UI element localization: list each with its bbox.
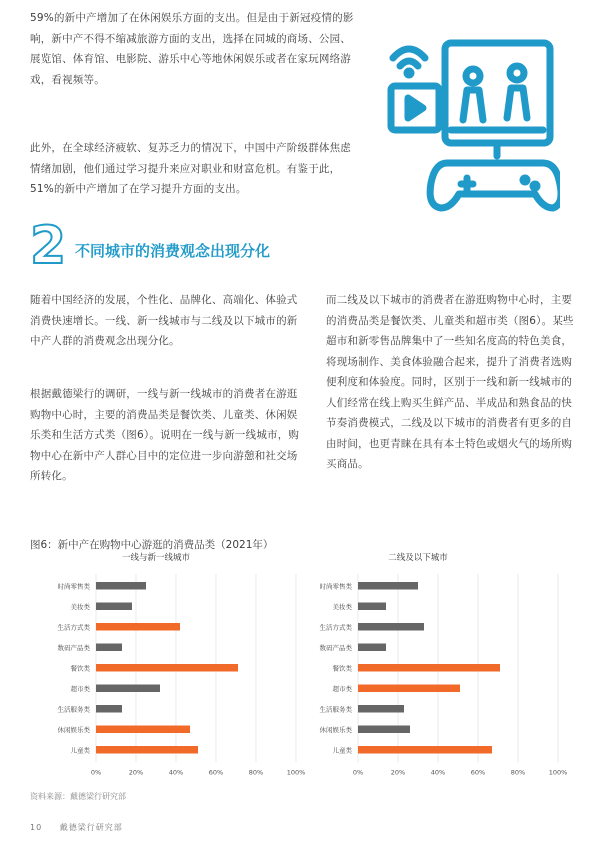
bar — [358, 705, 404, 713]
category-label: 休闲娱乐类 — [319, 725, 352, 734]
chart-second-tier-cities — [290, 546, 570, 786]
bar — [358, 644, 386, 652]
x-tick-label: 60% — [470, 768, 486, 777]
category-label: 生活服务类 — [319, 705, 352, 714]
category-label: 休闲娱乐类 — [57, 725, 90, 734]
section-number: 2 — [30, 216, 67, 276]
bar — [358, 623, 424, 631]
x-tick-label: 60% — [208, 768, 224, 777]
x-tick-label: 0% — [90, 768, 102, 777]
bar — [358, 603, 386, 611]
category-label: 儿童类 — [70, 746, 90, 755]
category-label: 美妆类 — [70, 602, 90, 611]
x-tick-label: 100% — [286, 768, 306, 777]
category-label: 生活服务类 — [57, 705, 90, 714]
category-label: 数码产品类 — [57, 643, 90, 652]
bar — [96, 705, 122, 713]
bar — [96, 664, 238, 672]
chart-first-tier-cities — [28, 546, 308, 786]
category-label: 超市类 — [70, 684, 90, 693]
body-left-paragraph-1: 随着中国经济的发展，个性化、品牌化、高端化、体验式消费快速增长。一线、新一线城市与二线及以下城市的新中产人群的消费观念出现分化。 — [30, 294, 298, 347]
category-label: 美妆类 — [332, 602, 352, 611]
bar — [358, 746, 492, 754]
chart-title: 二线及以下城市 — [388, 553, 448, 563]
bar — [96, 746, 198, 754]
bar — [96, 603, 132, 611]
bar — [96, 623, 180, 631]
bar — [96, 685, 160, 693]
page-footer — [30, 822, 123, 833]
section-heading — [30, 216, 430, 276]
category-label: 儿童类 — [332, 746, 352, 755]
x-tick-label: 80% — [248, 768, 264, 777]
category-label: 餐饮类 — [70, 664, 90, 673]
x-tick-label: 100% — [548, 768, 568, 777]
x-tick-label: 80% — [510, 768, 526, 777]
tv-gamepad-icon — [385, 28, 560, 213]
bar — [96, 644, 122, 652]
footer-org: 戴德梁行研究部 — [59, 823, 123, 832]
bar — [358, 664, 500, 672]
intro-paragraph-2: 此外，在全球经济疲软、复苏乏力的情况下，中国中产阶级群体焦虑情绪加剧，他们通过学习提升来应对职业和财富危机。有鉴于此，51%的新中产增加了在学习提升方面的支出。 — [30, 142, 351, 195]
category-label: 时尚零售类 — [319, 582, 352, 591]
figure-title: 图6：新中产在购物中心游逛的消费品类（2021年） — [30, 539, 274, 551]
body-left-paragraph-2: 根据戴德梁行的调研，一线与新一线城市的消费者在游逛购物中心时，主要的消费品类是餐饮类、儿童类、休闲娱乐类和生活方式类（图6）。说明在一线与新一线城市，购物中心在新中产人群心目中的定位进一步向游憩和社交场所转化。 — [30, 388, 300, 482]
category-label: 生活方式类 — [319, 623, 352, 632]
bar — [358, 726, 410, 734]
category-label: 生活方式类 — [57, 623, 90, 632]
chart-title: 一线与新一线城市 — [121, 553, 191, 563]
bar — [358, 582, 418, 590]
figure-source: 资料来源：戴德梁行研究部 — [30, 792, 126, 801]
x-tick-label: 40% — [430, 768, 446, 777]
x-tick-label: 20% — [390, 768, 406, 777]
category-label: 时尚零售类 — [57, 582, 90, 591]
section-title: 不同城市的消费观念出现分化 — [75, 242, 271, 260]
bar — [96, 726, 190, 734]
bar — [358, 685, 460, 693]
x-tick-label: 0% — [352, 768, 364, 777]
x-tick-label: 40% — [168, 768, 184, 777]
bar — [96, 582, 146, 590]
category-label: 数码产品类 — [319, 643, 352, 652]
page-number: 10 — [30, 823, 43, 832]
intro-paragraph-1: 59%的新中产增加了在休闲娱乐方面的支出。但是由于新冠疫情的影响，新中产不得不缩减旅游方面的支出，选择在同城的商场、公园、展览馆、体育馆、电影院、游乐中心等地休闲娱乐或者在家玩网络游戏，看视频等。 — [30, 12, 354, 86]
body-right-paragraph: 而二线及以下城市的消费者在游逛购物中心时，主要的消费品类是餐饮类、儿童类和超市类（图6）。某些超市和新零售品牌集中了一些知名度高的特色美食，将现场制作、美食体验融合起来，提升了消费者选购便利度和体验度。同时，区别于一线和新一线城市的人们经常在线上购买生鲜产品、半成品和熟食品的快节奏消费模式，二线及以下城市的消费者有更多的自由时间，也更青睐在具有本土特色或烟火气的场所购买商品。 — [326, 294, 574, 470]
x-tick-label: 20% — [128, 768, 144, 777]
category-label: 超市类 — [332, 684, 352, 693]
category-label: 餐饮类 — [332, 664, 352, 673]
